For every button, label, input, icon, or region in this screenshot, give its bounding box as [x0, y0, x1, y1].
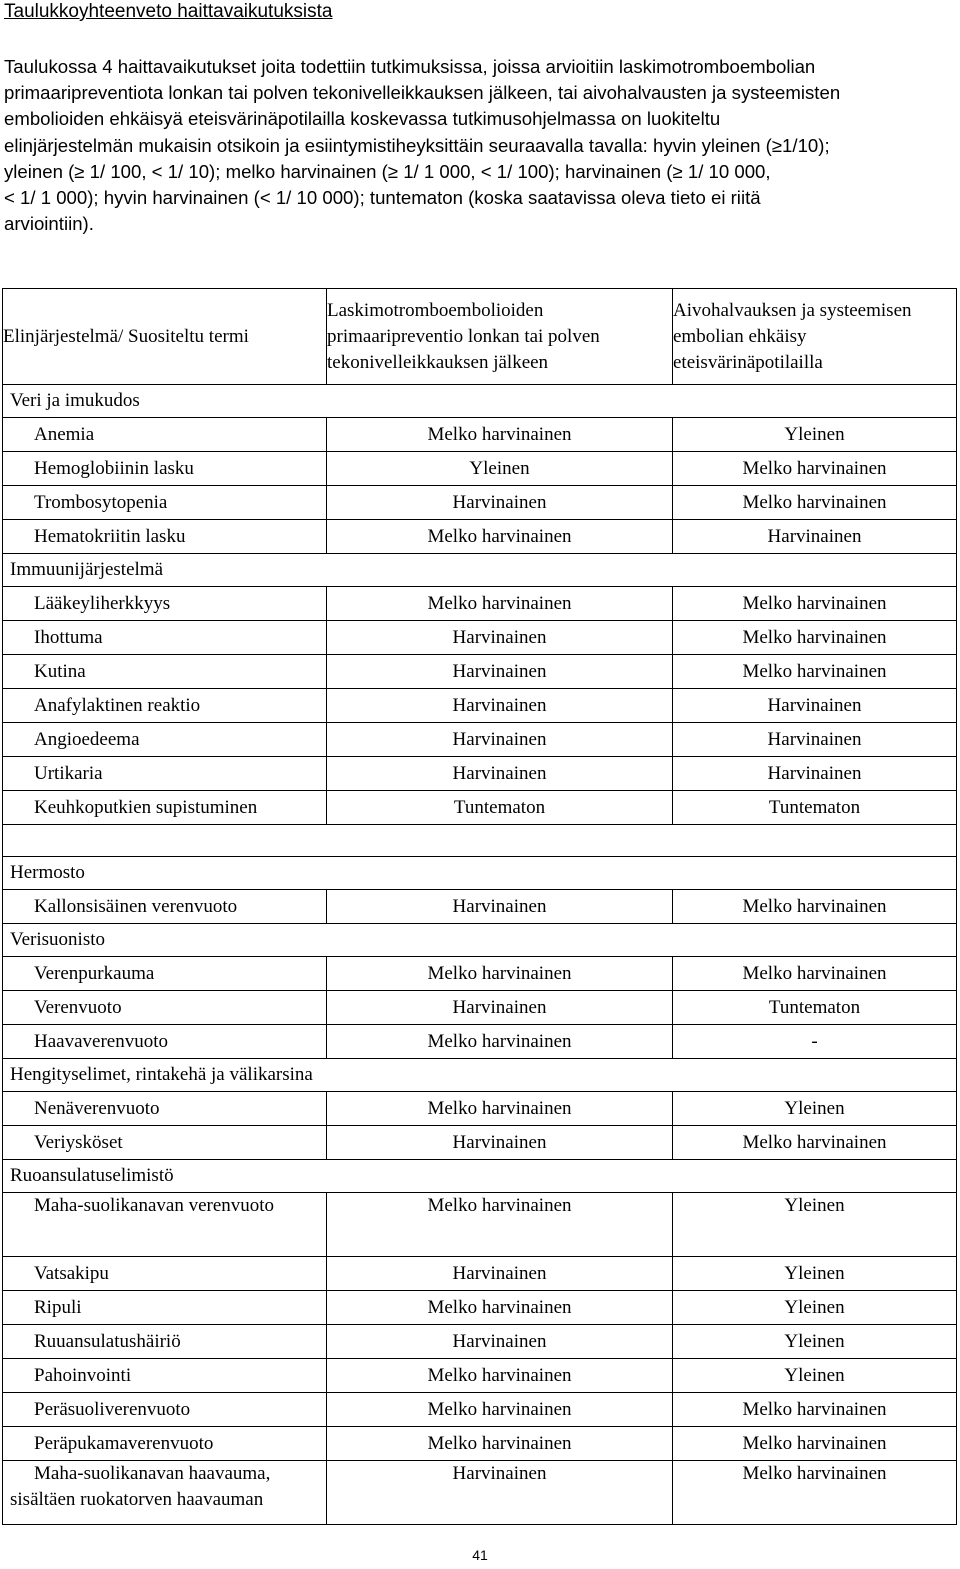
table-row	[3, 957, 957, 991]
table-row	[3, 621, 957, 655]
term-cell: Kutina	[3, 655, 327, 689]
table-row	[3, 757, 957, 791]
table-row	[3, 1461, 957, 1525]
stroke-frequency-cell: Melko harvinainen	[673, 1461, 957, 1525]
term-cell: Vatsakipu	[3, 1257, 327, 1291]
vte-frequency-cell: Yleinen	[327, 452, 673, 486]
stroke-frequency-cell: Yleinen	[673, 418, 957, 452]
term-cell: Nenäverenvuoto	[3, 1092, 327, 1126]
term-cell: Lääkeyliherkkyys	[3, 587, 327, 621]
intro-line: yleinen (≥ 1/ 100, < 1/ 10); melko harvinainen (≥ 1/ 1 000, < 1/ 100); harvinainen (≥ 1/ 10 000,	[4, 160, 771, 182]
term-cell: Maha-suolikanavan verenvuoto	[3, 1193, 327, 1257]
vte-frequency-cell: Melko harvinainen	[327, 1025, 673, 1059]
stroke-frequency-cell: Melko harvinainen	[673, 587, 957, 621]
table-row	[3, 1291, 957, 1325]
category-label: Veri ja imukudos	[3, 385, 957, 418]
stroke-frequency-cell: -	[673, 1025, 957, 1059]
vte-frequency-cell: Harvinainen	[327, 655, 673, 689]
table-row	[3, 418, 957, 452]
table-row	[3, 791, 957, 825]
document-heading: Taulukkoyhteenveto haittavaikutuksista	[4, 1, 333, 22]
term-cell: Ihottuma	[3, 621, 327, 655]
stroke-frequency-cell: Melko harvinainen	[673, 957, 957, 991]
stroke-frequency-cell: Melko harvinainen	[673, 655, 957, 689]
spacer-cell	[3, 825, 957, 857]
vte-frequency-cell: Melko harvinainen	[327, 1193, 673, 1257]
term-cell: Hemoglobiinin lasku	[3, 452, 327, 486]
table-row	[3, 991, 957, 1025]
term-cell: Ruuansulatushäiriö	[3, 1325, 327, 1359]
table-row	[3, 723, 957, 757]
stroke-frequency-cell: Melko harvinainen	[673, 890, 957, 924]
intro-line: embolioiden ehkäisyä eteisvärinäpotilailla koskevassa tutkimusohjelmassa on luokiteltu	[4, 108, 721, 130]
term-cell: Kallonsisäinen verenvuoto	[3, 890, 327, 924]
term-cell: Peräpukamaverenvuoto	[3, 1427, 327, 1461]
table-row	[3, 1359, 957, 1393]
vte-frequency-cell: Melko harvinainen	[327, 1092, 673, 1126]
vte-frequency-cell: Harvinainen	[327, 1257, 673, 1291]
table-row	[3, 1393, 957, 1427]
vte-frequency-cell: Harvinainen	[327, 1126, 673, 1160]
stroke-frequency-cell: Yleinen	[673, 1291, 957, 1325]
vte-frequency-cell: Melko harvinainen	[327, 1291, 673, 1325]
header-stroke-prevention: Aivohalvauksen ja systeemisen embolian ehkäisy eteisvärinäpotilailla	[673, 289, 957, 385]
term-cell: Verenpurkauma	[3, 957, 327, 991]
table-row	[3, 655, 957, 689]
term-cell: Anemia	[3, 418, 327, 452]
table-row	[3, 1257, 957, 1291]
term-cell: Haavaverenvuoto	[3, 1025, 327, 1059]
table-row	[3, 890, 957, 924]
term-cell: Veriysköset	[3, 1126, 327, 1160]
category-label: Immuunijärjestelmä	[3, 554, 957, 587]
stroke-frequency-cell: Harvinainen	[673, 757, 957, 791]
table-row	[3, 1325, 957, 1359]
header-term: Elinjärjestelmä/ Suositeltu termi	[3, 289, 327, 385]
table-row	[3, 1193, 957, 1257]
stroke-frequency-cell: Melko harvinainen	[673, 452, 957, 486]
table-row	[3, 452, 957, 486]
stroke-frequency-cell: Melko harvinainen	[673, 1427, 957, 1461]
vte-frequency-cell: Melko harvinainen	[327, 1393, 673, 1427]
category-label: Verisuonisto	[3, 924, 957, 957]
table-row	[3, 1427, 957, 1461]
vte-frequency-cell: Harvinainen	[327, 991, 673, 1025]
table-row	[3, 587, 957, 621]
stroke-frequency-cell: Melko harvinainen	[673, 621, 957, 655]
term-cell: Peräsuoliverenvuoto	[3, 1393, 327, 1427]
table-row	[3, 486, 957, 520]
stroke-frequency-cell: Harvinainen	[673, 520, 957, 554]
vte-frequency-cell: Harvinainen	[327, 1461, 673, 1525]
category-row	[3, 857, 957, 890]
vte-frequency-cell: Melko harvinainen	[327, 418, 673, 452]
intro-line: arviointiin).	[4, 213, 94, 235]
table-row	[3, 1092, 957, 1126]
vte-frequency-cell: Melko harvinainen	[327, 587, 673, 621]
vte-frequency-cell: Harvinainen	[327, 890, 673, 924]
vte-frequency-cell: Harvinainen	[327, 1325, 673, 1359]
vte-frequency-cell: Melko harvinainen	[327, 1359, 673, 1393]
term-cell: Maha-suolikanavan haavauma, sisältäen ruokatorven haavauman	[3, 1461, 327, 1525]
stroke-frequency-cell: Yleinen	[673, 1193, 957, 1257]
vte-frequency-cell: Harvinainen	[327, 689, 673, 723]
table-row	[3, 1126, 957, 1160]
term-cell: Trombosytopenia	[3, 486, 327, 520]
stroke-frequency-cell: Tuntematon	[673, 991, 957, 1025]
vte-frequency-cell: Harvinainen	[327, 486, 673, 520]
term-cell: Pahoinvointi	[3, 1359, 327, 1393]
term-cell: Keuhkoputkien supistuminen	[3, 791, 327, 825]
term-cell: Verenvuoto	[3, 991, 327, 1025]
stroke-frequency-cell: Yleinen	[673, 1359, 957, 1393]
adverse-effects-table	[2, 288, 957, 1525]
stroke-frequency-cell: Yleinen	[673, 1092, 957, 1126]
intro-line: primaaripreventiota lonkan tai polven tekonivelleikkauksen jälkeen, tai aivohalvausten ja systeemisten	[4, 82, 841, 104]
intro-line: Taulukossa 4 haittavaikutukset joita todettiin tutkimuksissa, joissa arvioitiin laskimotromboembolian	[4, 56, 816, 77]
stroke-frequency-cell: Harvinainen	[673, 723, 957, 757]
term-cell: Angioedeema	[3, 723, 327, 757]
vte-frequency-cell: Melko harvinainen	[327, 1427, 673, 1461]
category-label: Ruoansulatuselimistö	[3, 1160, 957, 1193]
table-header-row	[3, 289, 957, 385]
vte-frequency-cell: Melko harvinainen	[327, 520, 673, 554]
stroke-frequency-cell: Melko harvinainen	[673, 1393, 957, 1427]
term-cell: Urtikaria	[3, 757, 327, 791]
table-row	[3, 689, 957, 723]
category-row	[3, 1059, 957, 1092]
category-row	[3, 1160, 957, 1193]
intro-paragraph	[4, 54, 958, 237]
table-row	[3, 1025, 957, 1059]
category-label: Hengityselimet, rintakehä ja välikarsina	[3, 1059, 957, 1092]
stroke-frequency-cell: Yleinen	[673, 1325, 957, 1359]
page-number: 41	[472, 1547, 488, 1563]
stroke-frequency-cell: Melko harvinainen	[673, 1126, 957, 1160]
category-row	[3, 554, 957, 587]
stroke-frequency-cell: Yleinen	[673, 1257, 957, 1291]
stroke-frequency-cell: Harvinainen	[673, 689, 957, 723]
header-vte-prevention: Laskimotromboembolioiden primaaripreventio lonkan tai polven tekonivelleikkauksen jälkeen	[327, 289, 673, 385]
intro-line: < 1/ 1 000); hyvin harvinainen (< 1/ 10 000); tuntematon (koska saatavissa oleva tieto ei riitä	[4, 187, 761, 209]
stroke-frequency-cell: Melko harvinainen	[673, 486, 957, 520]
vte-frequency-cell: Harvinainen	[327, 757, 673, 791]
term-cell: Ripuli	[3, 1291, 327, 1325]
spacer-row	[3, 825, 957, 857]
category-row	[3, 924, 957, 957]
term-cell: Hematokriitin lasku	[3, 520, 327, 554]
category-row	[3, 385, 957, 418]
stroke-frequency-cell: Tuntematon	[673, 791, 957, 825]
vte-frequency-cell: Harvinainen	[327, 723, 673, 757]
vte-frequency-cell: Tuntematon	[327, 791, 673, 825]
intro-line: elinjärjestelmän mukaisin otsikoin ja esiintymistiheyksittäin seuraavalla tavalla: hyvin yleinen (≥1/10);	[4, 134, 830, 156]
category-label: Hermosto	[3, 857, 957, 890]
vte-frequency-cell: Melko harvinainen	[327, 957, 673, 991]
table-row	[3, 520, 957, 554]
term-cell: Anafylaktinen reaktio	[3, 689, 327, 723]
vte-frequency-cell: Harvinainen	[327, 621, 673, 655]
